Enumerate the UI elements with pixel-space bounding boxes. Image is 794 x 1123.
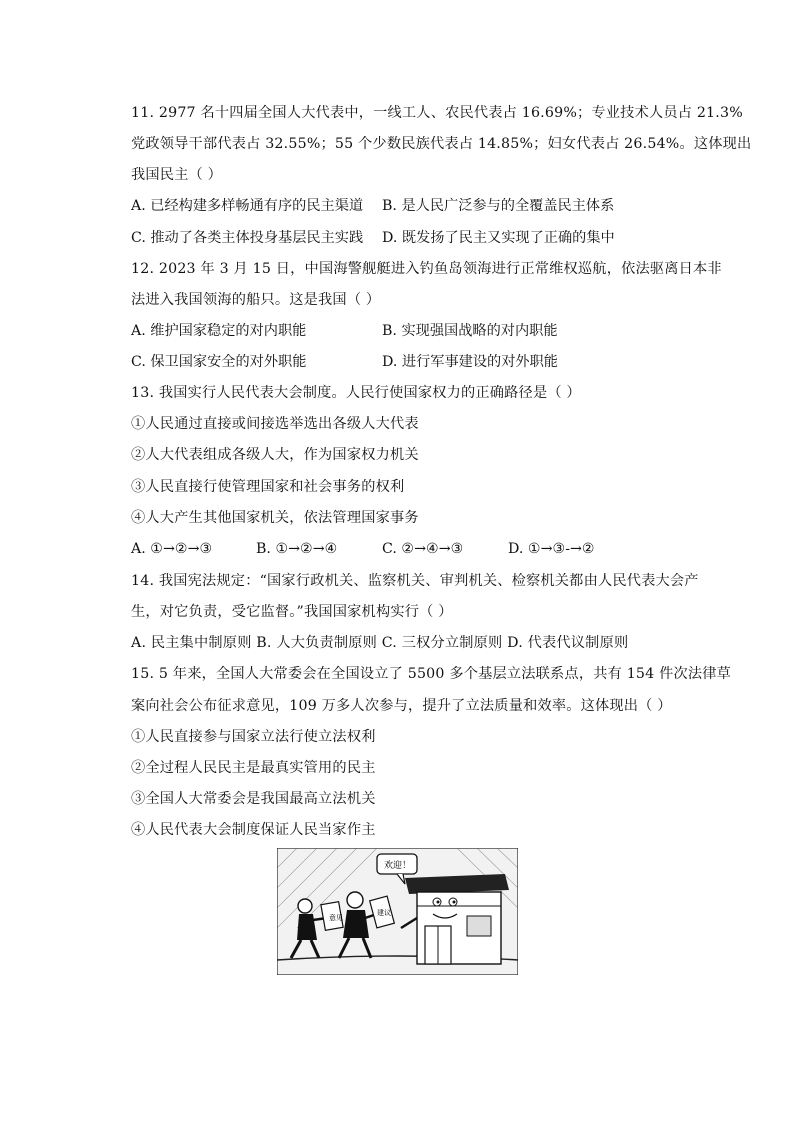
legislative-building (401, 874, 509, 964)
q11-stem-line-2: 党政领导干部代表占 32.55%；55 个少数民族代表占 14.85%；妇女代表占 26.54%。这体现出 (131, 136, 752, 152)
svg-text:欢迎！: 欢迎！ (384, 861, 412, 871)
q14-stem-line-1: 14. 我国宪法规定：“国家行政机关、监察机关、审判机关、检察机关都由人民代表大会产 (131, 573, 699, 589)
q13-option-c: C. ②→④→③ (382, 541, 464, 557)
q13-statement-3: ③人民直接行使管理国家和社会事务的权利 (131, 479, 405, 495)
q15-stem-line-1: 15. 5 年来，全国人大常委会在全国设立了 5500 多个基层立法联系点，共有 154 件次法律草 (131, 666, 732, 682)
q11-option-c: C. 推动了各类主体投身基层民主实践 (131, 230, 364, 246)
q12-option-a: A. 维护国家稳定的对内职能 (131, 323, 307, 339)
q11-option-a: A. 已经构建多样畅通有序的民主渠道 (131, 198, 364, 214)
q13-option-a: A. ①→②→③ (131, 541, 213, 557)
q12-stem-line-1: 12. 2023 年 3 月 15 日，中国海警舰艇进入钓鱼岛领海进行正常维权巡航，依法驱离日本非 (131, 261, 722, 277)
opinion-paper (321, 902, 343, 931)
q13-option-b: B. ①→②→④ (256, 541, 338, 557)
q13-stem: 13. 我国实行人民代表大会制度。人民行使国家权力的正确路径是（ ） (131, 385, 581, 401)
q15-stem-line-2: 案向社会公布征求意见，109 万多人次参与，提升了立法质量和效率。这体现出（ ） (131, 698, 672, 714)
q13-statement-4: ④人大产生其他国家机关，依法管理国家事务 (131, 510, 419, 526)
q13-statement-1: ①人民通过直接或间接选举选出各级人大代表 (131, 416, 419, 432)
q12-stem-line-2: 法进入我国领海的船只。这是我国（ ） (131, 292, 381, 308)
q14-stem-line-2: 生，对它负责，受它监督。”我国国家机构实行（ ） (131, 604, 453, 620)
q15-statement-2: ②全过程人民民主是最真实管用的民主 (131, 760, 376, 776)
q11-option-d: D. 既发扬了民主又实现了正确的集中 (382, 230, 615, 246)
q12-option-c: C. 保卫国家安全的对外职能 (131, 354, 307, 370)
q15-statement-1: ①人民直接参与国家立法行使立法权利 (131, 729, 376, 745)
q13-option-d: D. ①→③-→② (508, 541, 595, 557)
q11-option-b: B. 是人民广泛参与的全覆盖民主体系 (382, 198, 615, 214)
q15-statement-3: ③全国人大常委会是我国最高立法机关 (131, 791, 376, 807)
q11-stem-line-3: 我国民主（ ） (131, 167, 223, 183)
svg-text:建议: 建议 (377, 909, 391, 917)
q13-statement-2: ②人大代表组成各级人大，作为国家权力机关 (131, 447, 419, 463)
q15-statement-4: ④人民代表大会制度保证人民当家作主 (131, 822, 376, 838)
q11-stem-line-1: 11. 2977 名十四届全国人大代表中，一线工人、农民代表占 16.69%；专业技术人员占 21.3% (131, 105, 743, 121)
svg-text:意见: 意见 (329, 914, 343, 922)
cartoon-illustration (277, 848, 518, 975)
q14-options: A. 民主集中制原则 B. 人大负责制原则 C. 三权分立制原则 D. 代表代议制原则 (131, 635, 629, 651)
q12-option-d: D. 进行军事建设的对外职能 (382, 354, 558, 370)
q12-option-b: B. 实现强国战略的对内职能 (382, 323, 558, 339)
